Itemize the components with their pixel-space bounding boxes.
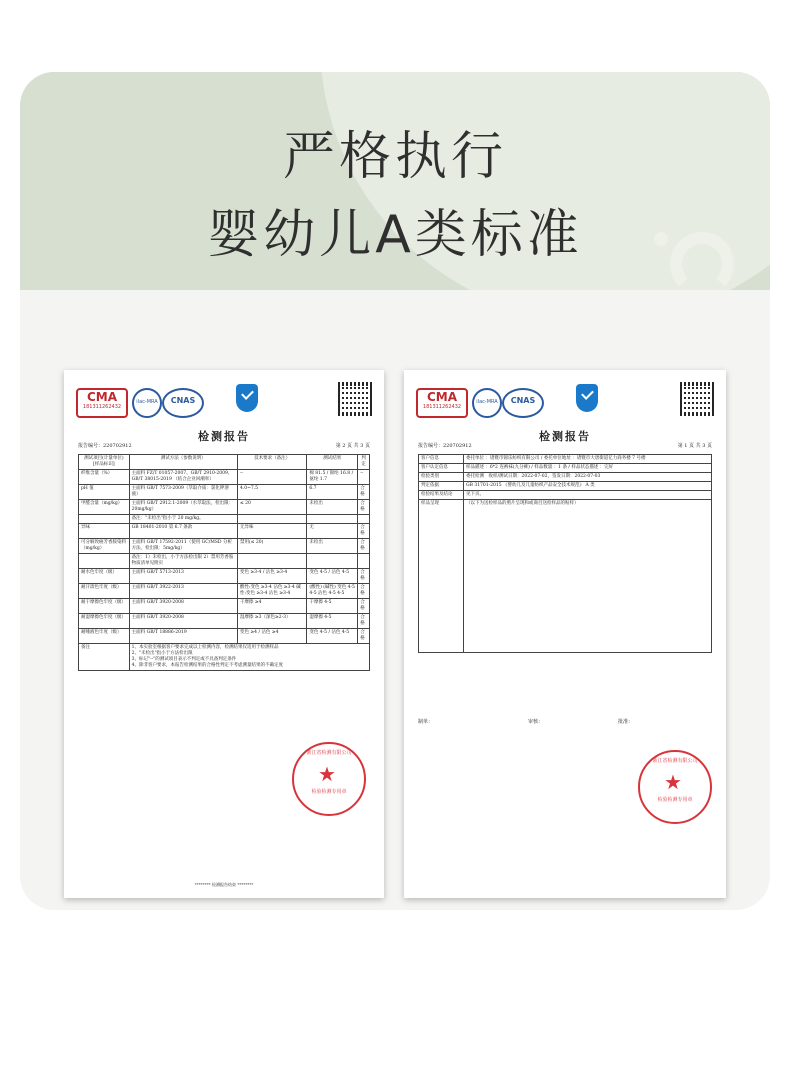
table-cell bbox=[237, 470, 306, 485]
table-cell bbox=[129, 569, 237, 584]
star-icon: ★ bbox=[318, 762, 336, 786]
report-end-note: ******** 检测报告结束 ******** bbox=[194, 882, 254, 887]
row-value: （以下为送检样品的照片呈现和或商目送检样品的贴样） bbox=[464, 500, 712, 653]
table-cell bbox=[237, 515, 306, 524]
cell-text: GB/T 7573-2009（萃取介质：氯化钾溶液） bbox=[131, 486, 229, 497]
sample-label: 主面料 bbox=[131, 630, 146, 635]
cell-text: 干摩擦 4-5 bbox=[309, 600, 332, 605]
stamp-inner-text: 检验检测专用章 bbox=[311, 789, 347, 795]
cell-text: GB/T 2912.1-2009（水萃取法，检出限：20mg/kg） bbox=[131, 501, 234, 512]
notes-label: 备注 bbox=[79, 644, 130, 671]
cnas-logo: CNAS bbox=[162, 388, 204, 418]
cell-text: GB/T 3920-2008 bbox=[146, 615, 184, 620]
table-cell bbox=[358, 614, 370, 629]
table-row bbox=[79, 629, 370, 644]
table-row bbox=[79, 569, 370, 584]
table-cell bbox=[358, 554, 370, 569]
table-cell bbox=[237, 539, 306, 554]
table-cell bbox=[79, 470, 130, 485]
table-cell bbox=[307, 500, 358, 515]
cell-text: 异味 bbox=[81, 525, 90, 530]
cell-text: 湿摩擦 ≥3（深色≥2-3） bbox=[239, 615, 291, 620]
table-cell bbox=[237, 614, 306, 629]
test-report-page-2 bbox=[64, 370, 384, 898]
stamp-rim-text: 浙江省检测有限公司 bbox=[652, 758, 698, 764]
cell-text: GB/T 18886-2019 bbox=[146, 630, 187, 635]
sample-label: 主面料 bbox=[131, 600, 146, 605]
table-cell bbox=[79, 515, 130, 524]
table-cell bbox=[129, 515, 237, 524]
table-cell bbox=[79, 485, 130, 500]
cell-text: 合格 bbox=[360, 525, 365, 536]
banner-title-line1: 严格执行 bbox=[282, 127, 507, 187]
cell-text: 变色 4-5 / 沾色 4-5 bbox=[309, 570, 350, 575]
cma-logo: CMA 181311262432 bbox=[76, 388, 128, 418]
table-cell bbox=[307, 629, 358, 644]
cell-text: 备注："未检出"指小于 20 mg/kg。 bbox=[131, 516, 204, 521]
signature-reviewed: 审核： bbox=[528, 719, 544, 725]
table-row bbox=[79, 500, 370, 515]
cell-text: 无 bbox=[309, 525, 314, 530]
cell-text: 合格 bbox=[360, 600, 365, 611]
table-row bbox=[79, 470, 370, 485]
cell-text: 未检出 bbox=[309, 501, 323, 506]
table-cell bbox=[79, 554, 130, 569]
table-cell bbox=[79, 584, 130, 599]
cell-text: pH 值 bbox=[81, 486, 94, 491]
cell-text: GB/T 5713-2013 bbox=[146, 570, 184, 575]
sample-label: 主面料 bbox=[131, 615, 146, 620]
table-cell bbox=[129, 524, 237, 539]
row-label: 检验结果及结论 bbox=[419, 491, 464, 500]
qr-code-icon bbox=[338, 382, 372, 416]
table-cell bbox=[79, 614, 130, 629]
row-value: 委托单位 ：诸暨市锦乐纺织有限公司 / 委托单位地址 ：诸暨市大唐街道亿力商务楼 7 号楼 bbox=[464, 455, 712, 464]
note-line: 3、标记"--"的测试项目表示不判定或不具备判定条件 bbox=[131, 657, 237, 662]
cell-text: 纤维含量（%） bbox=[81, 471, 113, 476]
content-card bbox=[20, 72, 770, 910]
report-title: 检测报告 bbox=[198, 430, 250, 443]
cell-text: GB/T 17592-2011（使用 GC/MSD 分析方法，检出限：5mg/kg） bbox=[131, 540, 232, 551]
row-value: GB 31701-2015 《婴幼儿及儿童纺织产品安全技术规范》 A 类 bbox=[464, 482, 712, 491]
note-line: 2、"未检出"指小于方法检出限 bbox=[131, 651, 193, 656]
table-cell bbox=[307, 569, 358, 584]
table-cell bbox=[79, 500, 130, 515]
cell-text: 合格 bbox=[360, 501, 365, 512]
cell-text: 甲醛含量（mg/kg） bbox=[81, 501, 123, 506]
cell-text: 可分解致癌芳香胺染料（mg/kg） bbox=[81, 540, 126, 551]
cell-text: 棉 81.5 / 锦纶 16.8 / 氨纶 1.7 bbox=[309, 471, 354, 482]
table-row bbox=[419, 482, 712, 491]
cnas-logo: CNAS bbox=[502, 388, 544, 418]
table-cell bbox=[358, 629, 370, 644]
test-report-page-1 bbox=[404, 370, 726, 898]
table-row bbox=[79, 614, 370, 629]
sample-label: 主面料 bbox=[131, 585, 146, 590]
cell-text: 变色 4-5 / 沾色 4-5 bbox=[309, 630, 350, 635]
certification-logos bbox=[76, 382, 372, 422]
note-line: 1、本实验室根据客户要求完成以上检测内容，检测结果仅适用于检测样品 bbox=[131, 645, 279, 650]
cell-text: 4.0~7.5 bbox=[239, 486, 259, 491]
table-row bbox=[79, 584, 370, 599]
table-cell bbox=[129, 599, 237, 614]
banner-title-line2: 婴幼儿A类标准 bbox=[207, 205, 583, 265]
table-cell bbox=[307, 524, 358, 539]
table-cell bbox=[358, 500, 370, 515]
row-value: 样品描述 ：6*2 连裤袜(九分裤) / 样品数量 ：1 条 / 样品状态描述 ：完好 bbox=[464, 464, 712, 473]
report-title: 检测报告 bbox=[539, 430, 591, 443]
table-header-row bbox=[79, 455, 370, 470]
stamp-rim-text: 浙江省检测有限公司 bbox=[306, 750, 352, 756]
table-row bbox=[79, 554, 370, 569]
client-info-body bbox=[419, 455, 712, 653]
table-row bbox=[79, 599, 370, 614]
cell-text: 湿摩擦 4-5 bbox=[309, 615, 332, 620]
table-cell bbox=[129, 629, 237, 644]
row-label: 客户认定信息 bbox=[419, 464, 464, 473]
cell-text: 耐干摩擦色牢度（级） bbox=[81, 600, 126, 605]
cell-text: 耐水色牢度（级） bbox=[81, 570, 117, 575]
cell-text: 无异味 bbox=[239, 525, 254, 530]
report-number: 报告编号：220702912 bbox=[418, 443, 472, 449]
table-cell bbox=[358, 539, 370, 554]
notes-row bbox=[79, 644, 370, 671]
sample-label: 主面料 bbox=[131, 501, 146, 506]
cell-text: 禁用(≤ 20) bbox=[239, 540, 264, 545]
table-cell bbox=[237, 554, 306, 569]
table-row bbox=[79, 539, 370, 554]
cell-text: ≤ 20 bbox=[239, 501, 251, 506]
table-cell bbox=[237, 524, 306, 539]
header-cell: 测试项目(计量单位)[样品标识] bbox=[79, 455, 130, 470]
table-cell bbox=[307, 539, 358, 554]
ilac-mra-logo: ilac-MRA bbox=[472, 388, 502, 418]
table-cell bbox=[358, 524, 370, 539]
table-row bbox=[419, 473, 712, 482]
table-row bbox=[419, 500, 712, 653]
client-info-table bbox=[418, 454, 712, 653]
signature-approved: 批准： bbox=[618, 719, 634, 725]
table-row bbox=[419, 455, 712, 464]
cell-text: 6.7 bbox=[309, 486, 317, 491]
official-stamp bbox=[292, 742, 366, 816]
table-row bbox=[419, 464, 712, 473]
ilac-mra-logo: ilac-MRA bbox=[132, 388, 162, 418]
table-row bbox=[79, 524, 370, 539]
cell-text: 耐汗渍色牢度（级） bbox=[81, 585, 122, 590]
table-cell bbox=[358, 470, 370, 485]
table-cell bbox=[307, 470, 358, 485]
signature-prepared: 制单： bbox=[418, 719, 434, 725]
banner bbox=[20, 72, 770, 290]
cma-logo: CMA 181311262432 bbox=[416, 388, 468, 418]
cell-text: FZ/T 01057-2007、GB/T 2910-2009、GB/T 38015-2019 （结合企业回潮率） bbox=[131, 471, 233, 482]
table-cell bbox=[358, 599, 370, 614]
sample-label: 主面料 bbox=[131, 570, 146, 575]
page-indicator: 第 1 页 共 3 页 bbox=[677, 443, 712, 449]
row-label: 检验类别 bbox=[419, 473, 464, 482]
sample-label: 主面料 bbox=[131, 540, 146, 545]
table-cell bbox=[237, 500, 306, 515]
cell-text: GB/T 3922-2013 bbox=[146, 585, 184, 590]
page-indicator: 第 2 页 共 3 页 bbox=[335, 443, 370, 449]
table-cell bbox=[79, 569, 130, 584]
cell-text: 耐唾液色牢度（级） bbox=[81, 630, 122, 635]
cell-text: 合格 bbox=[360, 630, 365, 641]
note-line: 4、除非客户要求，本报告检测结果的合格性判定不考虑测量结果的不确定度 bbox=[131, 663, 284, 668]
cell-text: 变色 ≥4 / 沾色 ≥4 bbox=[239, 630, 279, 635]
header-cell: 判定 bbox=[358, 455, 370, 470]
cell-text: 备注：1）未检出，小于方法检出限 2）禁用芳香胺物质清单见附页 bbox=[131, 555, 234, 566]
table-cell bbox=[79, 599, 130, 614]
table-cell bbox=[129, 485, 237, 500]
cell-text: (酸性) (碱性) 变色 4-5 4-5 沾色 4-5 4-5 bbox=[309, 585, 355, 596]
table-row bbox=[79, 515, 370, 524]
table-row bbox=[419, 491, 712, 500]
sample-label: 主面料 bbox=[131, 486, 146, 491]
results-table bbox=[78, 454, 370, 671]
table-cell bbox=[237, 629, 306, 644]
table-cell bbox=[307, 599, 358, 614]
header-cell: 技术要求（备注） bbox=[237, 455, 306, 470]
table-cell bbox=[307, 614, 358, 629]
cell-text: 酸性:变色 ≥3-4 沾色 ≥3-4 碱性:变色 ≥3-4 沾色 ≥3-4 bbox=[239, 585, 301, 596]
verified-shield-icon bbox=[236, 384, 258, 412]
cell-text: 合格 bbox=[360, 570, 365, 581]
sample-label: 主面料 bbox=[131, 471, 146, 476]
table-row bbox=[79, 485, 370, 500]
table-cell bbox=[237, 584, 306, 599]
table-cell bbox=[307, 515, 358, 524]
star-icon: ★ bbox=[664, 770, 682, 794]
table-cell bbox=[237, 485, 306, 500]
cell-text: -- bbox=[239, 471, 243, 476]
verified-shield-icon bbox=[576, 384, 598, 412]
table-cell bbox=[358, 569, 370, 584]
cell-text: 变色 ≥3-4 / 沾色 ≥3-4 bbox=[239, 570, 288, 575]
cell-text: 合格 bbox=[360, 540, 365, 551]
cell-text: 合格 bbox=[360, 615, 365, 626]
table-cell bbox=[307, 584, 358, 599]
table-cell bbox=[79, 539, 130, 554]
cell-text: 合格 bbox=[360, 486, 365, 497]
table-cell bbox=[307, 554, 358, 569]
stamp-inner-text: 检验检测专用章 bbox=[657, 797, 693, 803]
table-cell bbox=[358, 485, 370, 500]
cell-text: 耐湿摩擦色牢度（级） bbox=[81, 615, 126, 620]
certification-logos bbox=[416, 382, 714, 422]
table-cell bbox=[358, 515, 370, 524]
notes-content bbox=[129, 644, 369, 671]
table-cell bbox=[237, 569, 306, 584]
table-cell bbox=[129, 500, 237, 515]
cell-text: GB/T 3920-2008 bbox=[146, 600, 184, 605]
row-label: 样品呈现 bbox=[419, 500, 464, 653]
table-cell bbox=[129, 470, 237, 485]
table-cell bbox=[358, 584, 370, 599]
header-cell: 测试方法（参数说明） bbox=[129, 455, 237, 470]
row-value: 委托检测 收样/测试日期：2022-07-02，签发日期：2022-07-03 bbox=[464, 473, 712, 482]
header-cell: 测试结果 bbox=[307, 455, 358, 470]
row-label: 客户信息 bbox=[419, 455, 464, 464]
cell-text: -- bbox=[360, 471, 364, 476]
row-value: 见下页。 bbox=[464, 491, 712, 500]
row-label: 判定依据 bbox=[419, 482, 464, 491]
qr-code-icon bbox=[680, 382, 714, 416]
cell-text: GB 18401-2010 第 6.7 条款 bbox=[131, 525, 193, 530]
table-cell bbox=[307, 485, 358, 500]
table-cell bbox=[237, 599, 306, 614]
report-number: 报告编号：220702912 bbox=[78, 443, 132, 449]
table-cell bbox=[129, 554, 237, 569]
cell-text: 未检出 bbox=[309, 540, 323, 545]
table-cell bbox=[129, 614, 237, 629]
table-cell bbox=[129, 539, 237, 554]
official-stamp bbox=[638, 750, 712, 824]
table-cell bbox=[79, 629, 130, 644]
cell-text: 干摩擦 ≥4 bbox=[239, 600, 262, 605]
table-cell bbox=[79, 524, 130, 539]
results-table-body bbox=[79, 470, 370, 671]
cell-text: 合格 bbox=[360, 585, 365, 596]
table-cell bbox=[129, 584, 237, 599]
